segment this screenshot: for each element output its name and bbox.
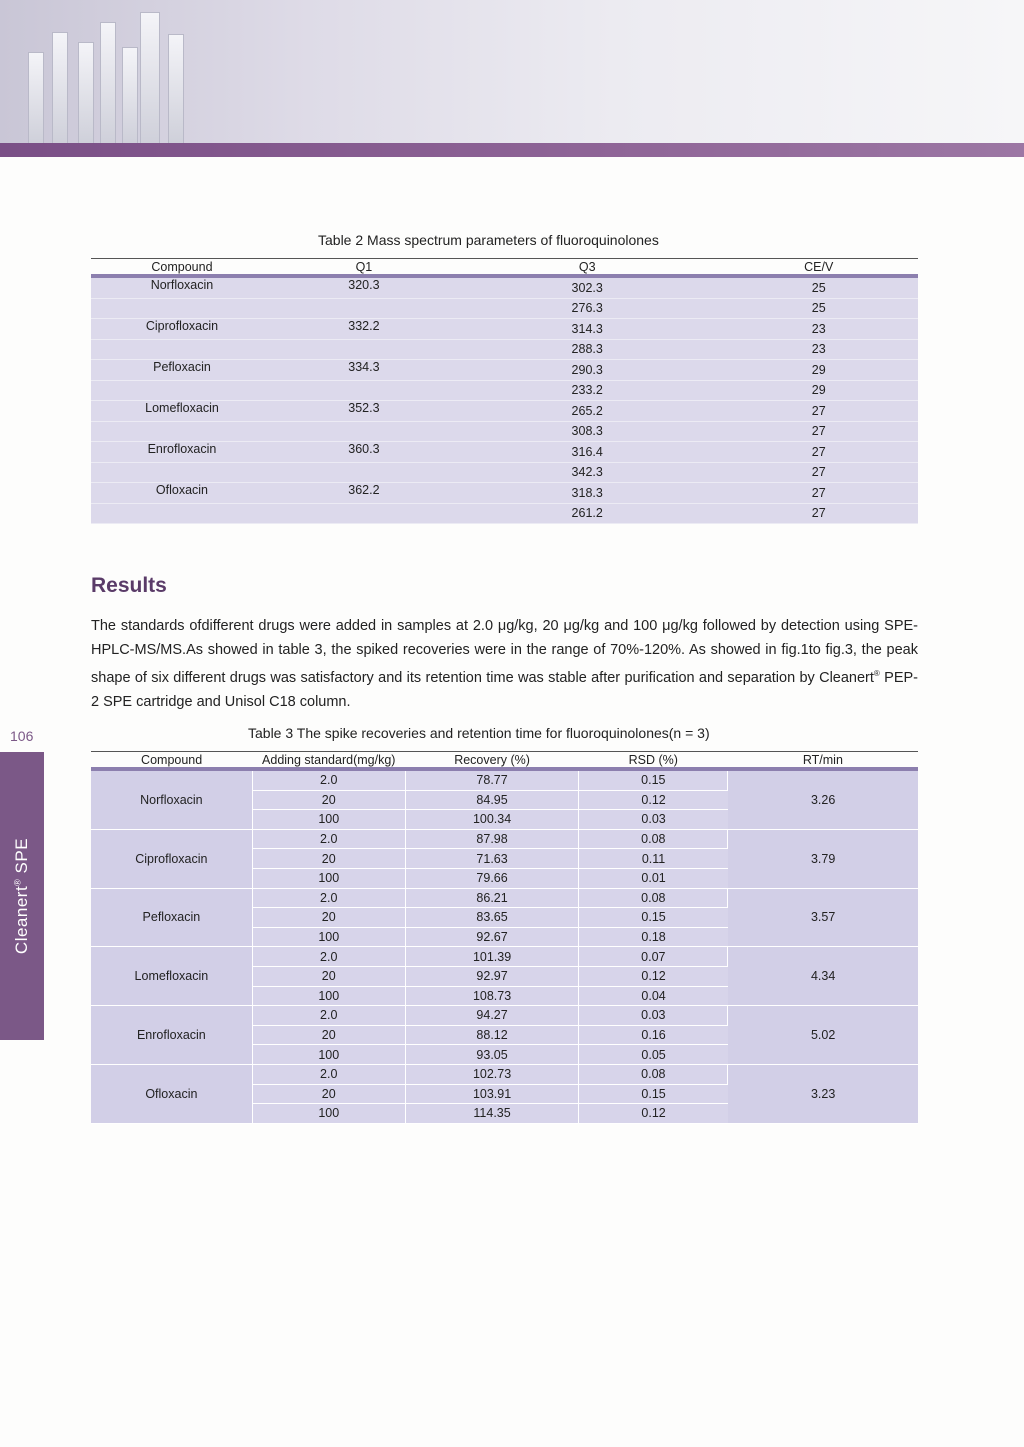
table3-cell: 100 [252, 810, 405, 830]
table2-cell: 29 [720, 360, 919, 381]
table2-row [91, 380, 918, 401]
table3-cell: 20 [252, 1084, 405, 1104]
table3-cell: 100 [252, 1104, 405, 1124]
page-number: 106 [10, 728, 34, 744]
table3-header-cell: Adding standard(mg/kg) [252, 752, 405, 770]
header-lab-photo [0, 0, 1024, 143]
table3-cell: 100 [252, 986, 405, 1006]
table3-rt-cell: 3.26 [728, 769, 918, 829]
table3-cell: 93.05 [405, 1045, 579, 1065]
table2-cell: 302.3 [455, 276, 720, 298]
table2-cell: 29 [720, 380, 919, 401]
table3-rt-cell: 3.57 [728, 888, 918, 947]
table2-cell: 27 [720, 442, 919, 463]
table3-cell: 94.27 [405, 1006, 579, 1026]
table2-cell [273, 339, 455, 360]
table3-row [91, 888, 918, 908]
table3-cell: 100.34 [405, 810, 579, 830]
table3-cell: 100 [252, 1045, 405, 1065]
table2-row [91, 298, 918, 319]
table3-cell: 114.35 [405, 1104, 579, 1124]
table3-cell: 0.15 [579, 769, 728, 790]
table2-cell: 290.3 [455, 360, 720, 381]
table2-cell: 265.2 [455, 401, 720, 422]
table3-cell: 88.12 [405, 1025, 579, 1045]
table3-compound-cell: Pefloxacin [91, 888, 252, 947]
table3-cell: 102.73 [405, 1064, 579, 1084]
table2-row [91, 401, 918, 422]
table2-cell: 332.2 [273, 319, 455, 340]
table2-cell: 261.2 [455, 503, 720, 524]
table2-cell: 27 [720, 503, 919, 524]
table2-cell: 352.3 [273, 401, 455, 422]
table3-cell: 2.0 [252, 829, 405, 849]
side-label: Cleanert® SPE [12, 837, 31, 955]
table3-header-cell: RT/min [728, 752, 918, 770]
table3-cell: 0.08 [579, 829, 728, 849]
table3-cell: 0.03 [579, 810, 728, 830]
table3-caption: Table 3 The spike recoveries and retention time for fluoroquinolones(n = 3) [248, 725, 710, 741]
table2-row [91, 421, 918, 442]
table3 [91, 751, 918, 1124]
table3-cell: 78.77 [405, 769, 579, 790]
results-paragraph: The standards ofdifferent drugs were added in samples at 2.0 μg/kg, 20 μg/kg and 100 μg/kg followed by detection using SPE-HPLC-MS/MS.As showed in table 3, the spiked recoveries were in the range of 70%-120%. As showed in fig.1to fig.3, the peak shape of six different drugs was satisfactory and its retention time was stable after purification and separation by Cleanert® PEP-2 SPE cartridge and Unisol C18 column. [91, 618, 918, 710]
table3-cell: 83.65 [405, 908, 579, 928]
table3-row [91, 1006, 918, 1026]
table2-cell: 288.3 [455, 339, 720, 360]
table2-header-cell: Compound [91, 259, 273, 277]
table2-cell [273, 380, 455, 401]
table2-row [91, 339, 918, 360]
table3-row [91, 829, 918, 849]
table3-cell: 71.63 [405, 849, 579, 869]
table2-cell: 27 [720, 421, 919, 442]
table3-cell: 0.04 [579, 986, 728, 1006]
table3-cell: 0.08 [579, 888, 728, 908]
table3-rt-cell: 4.34 [728, 947, 918, 1006]
table3-cell: 100 [252, 868, 405, 888]
table2-row [91, 503, 918, 524]
table3-cell: 0.08 [579, 1064, 728, 1084]
table2-cell: 25 [720, 298, 919, 319]
table2-row [91, 483, 918, 504]
table3-cell: 79.66 [405, 868, 579, 888]
table2-cell: 320.3 [273, 276, 455, 298]
table3-cell: 0.12 [579, 1104, 728, 1124]
table3-header-cell: Recovery (%) [405, 752, 579, 770]
table2 [91, 258, 918, 524]
table3-cell: 0.05 [579, 1045, 728, 1065]
table2-cell [273, 462, 455, 483]
table2-cell: Lomefloxacin [91, 401, 273, 422]
table3-compound-cell: Ciprofloxacin [91, 829, 252, 888]
table2-cell: 314.3 [455, 319, 720, 340]
table2-cell [91, 503, 273, 524]
table2-cell: Ofloxacin [91, 483, 273, 504]
table2-row [91, 360, 918, 381]
table2-row [91, 276, 918, 298]
table3-cell: 0.03 [579, 1006, 728, 1026]
table2-cell: 316.4 [455, 442, 720, 463]
table3-cell: 87.98 [405, 829, 579, 849]
table2-cell: 276.3 [455, 298, 720, 319]
table3-cell: 0.07 [579, 947, 728, 967]
table3-cell: 0.01 [579, 868, 728, 888]
table3-cell: 0.12 [579, 966, 728, 986]
table2-cell: 233.2 [455, 380, 720, 401]
table3-cell: 100 [252, 927, 405, 947]
table3-row [91, 1064, 918, 1084]
table3-cell: 20 [252, 1025, 405, 1045]
table2-header-cell: Q1 [273, 259, 455, 277]
table2-cell: 23 [720, 339, 919, 360]
header-stripe [0, 143, 1024, 157]
table2-header-cell: Q3 [455, 259, 720, 277]
table2-cell [91, 421, 273, 442]
table2-header-cell: CE/V [720, 259, 919, 277]
table3-cell: 92.67 [405, 927, 579, 947]
table2-cell: 342.3 [455, 462, 720, 483]
table2-cell: 318.3 [455, 483, 720, 504]
table2-cell: 27 [720, 401, 919, 422]
table3-cell: 2.0 [252, 947, 405, 967]
table3-cell: 0.15 [579, 908, 728, 928]
table3-compound-cell: Lomefloxacin [91, 947, 252, 1006]
table3-cell: 2.0 [252, 769, 405, 790]
table3-cell: 0.11 [579, 849, 728, 869]
results-heading: Results [91, 574, 167, 597]
table3-cell: 103.91 [405, 1084, 579, 1104]
table2-cell: 25 [720, 276, 919, 298]
table2-cell: 308.3 [455, 421, 720, 442]
table2-caption: Table 2 Mass spectrum parameters of fluoroquinolones [318, 232, 659, 248]
table2-cell [91, 380, 273, 401]
table2-cell [91, 298, 273, 319]
table2-cell: 362.2 [273, 483, 455, 504]
table2-cell: 27 [720, 462, 919, 483]
table2-cell: Pefloxacin [91, 360, 273, 381]
table2-cell: 334.3 [273, 360, 455, 381]
table3-row [91, 769, 918, 790]
table3-compound-cell: Norfloxacin [91, 769, 252, 829]
table2-cell: 27 [720, 483, 919, 504]
table2-cell [91, 339, 273, 360]
table3-rt-cell: 5.02 [728, 1006, 918, 1065]
table2-cell: 360.3 [273, 442, 455, 463]
table3-cell: 0.12 [579, 790, 728, 810]
table2-row [91, 462, 918, 483]
table2-cell [273, 503, 455, 524]
table2-cell: Norfloxacin [91, 276, 273, 298]
table3-cell: 2.0 [252, 888, 405, 908]
table2-cell [273, 298, 455, 319]
table3-cell: 101.39 [405, 947, 579, 967]
table2-cell: Enrofloxacin [91, 442, 273, 463]
table3-cell: 92.97 [405, 966, 579, 986]
table3-cell: 0.16 [579, 1025, 728, 1045]
table3-cell: 20 [252, 908, 405, 928]
table3-rt-cell: 3.23 [728, 1064, 918, 1123]
table2-cell: 23 [720, 319, 919, 340]
table3-row [91, 947, 918, 967]
table3-compound-cell: Ofloxacin [91, 1064, 252, 1123]
table3-cell: 84.95 [405, 790, 579, 810]
table3-cell: 86.21 [405, 888, 579, 908]
table3-cell: 108.73 [405, 986, 579, 1006]
table2-cell [91, 462, 273, 483]
table3-cell: 2.0 [252, 1064, 405, 1084]
table3-cell: 20 [252, 966, 405, 986]
table3-header-cell: Compound [91, 752, 252, 770]
table3-cell: 20 [252, 849, 405, 869]
table3-cell: 0.18 [579, 927, 728, 947]
table3-rt-cell: 3.79 [728, 829, 918, 888]
table3-cell: 2.0 [252, 1006, 405, 1026]
table3-compound-cell: Enrofloxacin [91, 1006, 252, 1065]
table2-row [91, 442, 918, 463]
table3-header-cell: RSD (%) [579, 752, 728, 770]
table2-row [91, 319, 918, 340]
table3-cell: 20 [252, 790, 405, 810]
table2-cell: Ciprofloxacin [91, 319, 273, 340]
table2-cell [273, 421, 455, 442]
table3-cell: 0.15 [579, 1084, 728, 1104]
